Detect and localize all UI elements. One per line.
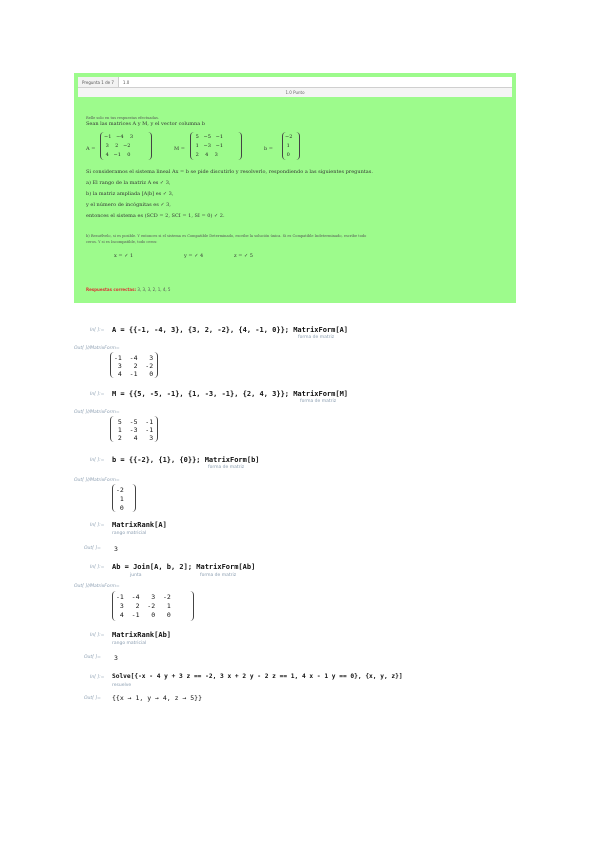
in6-label: In[ ]:=: [90, 633, 105, 638]
in6-hint: rango matricial: [112, 641, 147, 646]
in3-hint: forma de matriz: [208, 465, 245, 470]
out2-row: 5 -5 -1: [114, 418, 154, 426]
feedback-line: [86, 287, 170, 292]
out3-row: -2: [116, 486, 124, 494]
vector-b-row: −2: [285, 134, 293, 140]
in1-code[interactable]: A = {{-1, -4, 3}, {3, 2, -2}, {4, -1, 0}}; MatrixForm[A]: [112, 326, 349, 334]
out6-value: 3: [114, 654, 118, 662]
question-b: b) la matriz ampliada [A|b] es ✓ 3,: [86, 191, 174, 197]
matrix-m-label: M =: [174, 146, 185, 152]
feedback-label: Respuestas correctas:: [86, 287, 137, 292]
out2-label: Out[ ]//MatrixForm=: [74, 410, 120, 415]
matrix-m-row: 2 4 3: [194, 152, 218, 158]
in3-label: In[ ]:=: [90, 458, 105, 463]
matrix-a-row: 3 2 −2: [104, 143, 131, 149]
solution-x[interactable]: x = ✓ 1: [114, 253, 134, 259]
out5-row: -1 -4 3 -2: [116, 593, 171, 601]
points-bar: 1.0 Punto: [78, 88, 512, 97]
matrix-a-label: A =: [86, 146, 96, 152]
out3-row: 0: [116, 504, 124, 512]
question-header: [78, 77, 512, 88]
out5-row: 3 2 -2 1: [116, 602, 171, 610]
in5-hint-matrix: forma de matriz: [200, 573, 237, 578]
in2-code[interactable]: M = {{5, -5, -1}, {1, -3, -1}, {2, 4, 3}}; MatrixForm[M]: [112, 390, 349, 398]
vector-b-row: 1: [285, 143, 290, 149]
in2-label: In[ ]:=: [90, 392, 105, 397]
out6-label: Out[ ]=: [84, 655, 101, 660]
in7-hint: resuelve: [112, 683, 132, 688]
in1-label: In[ ]:=: [90, 328, 105, 333]
in4-hint: rango matricial: [112, 531, 147, 536]
matrix-a-row: −1 −4 3: [104, 134, 134, 140]
in3-code[interactable]: b = {{-2}, {1}, {0}}; MatrixForm[b]: [112, 456, 260, 464]
out1-row: -1 -4 3: [114, 354, 154, 362]
question-number: 1.0: [122, 79, 130, 85]
in5-code[interactable]: Ab = Join[A, b, 2]; MatrixForm[Ab]: [112, 563, 256, 571]
in4-code[interactable]: MatrixRank[A]: [112, 521, 167, 529]
matrix-m-row: 1 −3 −1: [194, 143, 224, 149]
question-d: entonces el sistema es (SCD = 2, SCI = 1, SI = 0) ✓ 2.: [86, 213, 225, 219]
out3-row: 1: [116, 495, 124, 503]
in5-label: In[ ]:=: [90, 565, 105, 570]
out4-label: Out[ ]=: [84, 546, 101, 551]
out2-row: 2 4 3: [114, 434, 154, 442]
out7-label: Out[ ]=: [84, 696, 101, 701]
question-c: y el número de incógnitas es ✓ 3,: [86, 202, 171, 208]
out3-label: Out[ ]//MatrixForm=: [74, 478, 120, 483]
solution-z[interactable]: z = ✓ 5: [234, 253, 253, 259]
out5-row: 4 -1 0 0: [116, 611, 171, 619]
in5-hint-join: junta: [130, 573, 142, 578]
out1-label: Out[ ]//MatrixForm=: [74, 346, 120, 351]
out4-value: 3: [114, 545, 118, 553]
in7-code[interactable]: Solve[{-x - 4 y + 3 z == -2, 3 x + 2 y - 2 z == 1, 4 x - 1 y == 0}, {x, y, z}]: [112, 673, 403, 680]
question-a: a) El rango de la matriz A es ✓ 3,: [86, 180, 171, 186]
out2-row: 1 -3 -1: [114, 426, 154, 434]
quiz-panel: [74, 73, 516, 303]
question-intro: Si consideramos el sistema lineal Ax = b se pide discutirlo y resolverlo, respondiendo a las siguientes preguntas.: [86, 169, 373, 175]
in2-hint: forma de matriz: [300, 399, 337, 404]
intro-text: Sean las matrices A y M, y el vector columna b: [86, 121, 205, 127]
vector-b-row: 0: [285, 152, 290, 158]
matrix-m-row: 5 −5 −1: [194, 134, 224, 140]
out7-value: {{x → 1, y → 4, z → 5}}: [112, 694, 203, 702]
question-tab[interactable]: Pregunta 1 de 7: [78, 77, 119, 87]
instruction-text: Relle solo en tus respuestas efectuadas.: [86, 116, 159, 120]
feedback-value: 3, 3, 3, 2, 1, 4, 5: [137, 287, 171, 292]
matrix-a-row: 4 −1 0: [104, 152, 131, 158]
in7-label: In[ ]:=: [90, 675, 105, 680]
in1-hint: forma de matriz: [298, 335, 335, 340]
question-e: b) Resuélvelo, si es posible. Y entonces si el sistema es Compatible Determinado, escribe la solución única. Si es Compatible Indeterminado, escribe todo: [86, 234, 367, 238]
out5-label: Out[ ]//MatrixForm=: [74, 584, 120, 589]
in4-label: In[ ]:=: [90, 523, 105, 528]
vector-b-label: b =: [264, 146, 273, 152]
solution-y[interactable]: y = ✓ 4: [184, 253, 204, 259]
in6-code[interactable]: MatrixRank[Ab]: [112, 631, 172, 639]
out1-row: 4 -1 0: [114, 370, 154, 378]
out1-row: 3 2 -2: [114, 362, 154, 370]
question-e-cont: ceros. Y si es Incompatible, todo ceros:: [86, 240, 158, 244]
